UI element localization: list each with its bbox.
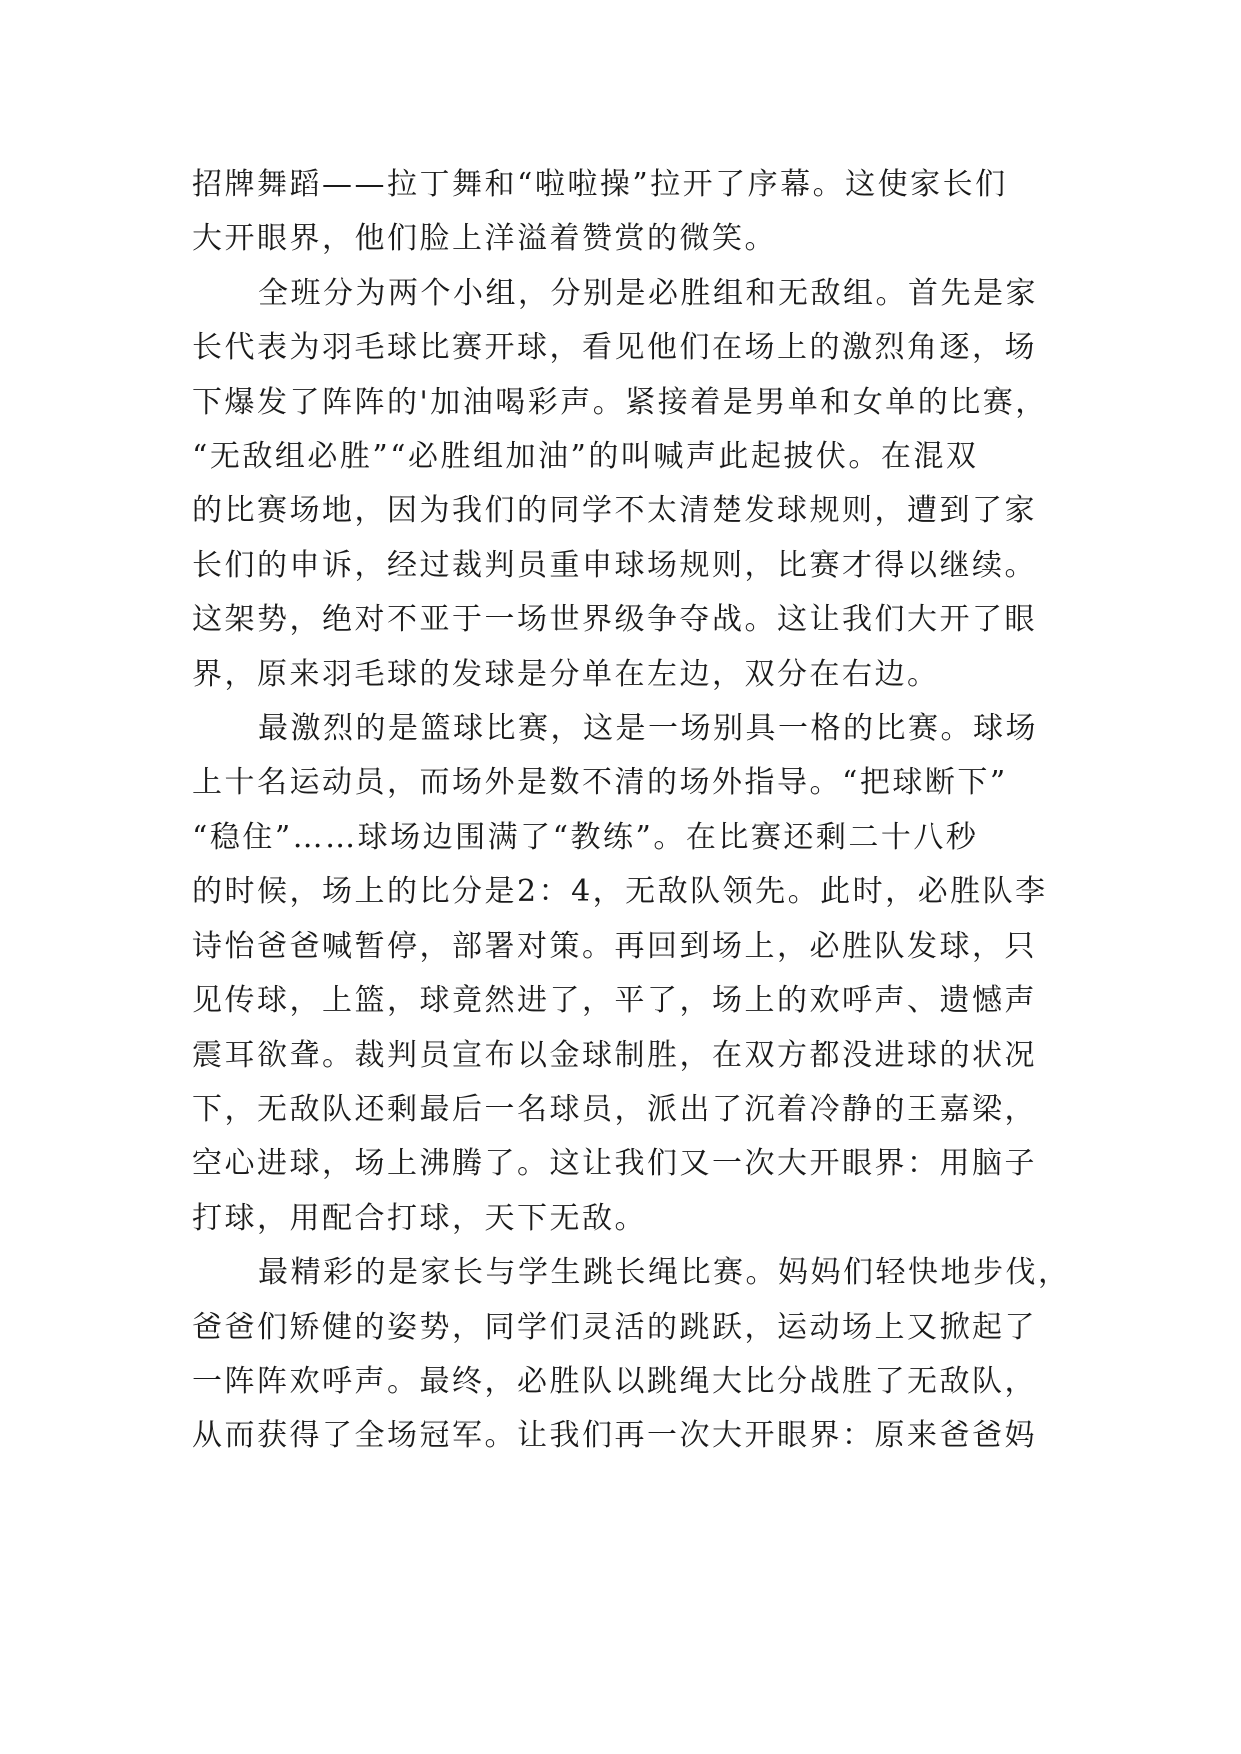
text-line: 最精彩的是家长与学生跳长绳比赛。妈妈们轻快地步伐， — [258, 1255, 1071, 1291]
text-line: 招牌舞蹈——拉丁舞和“啦啦操”拉开了序幕。这使家长们 — [192, 167, 1008, 202]
text-line: 下，无敌队还剩最后一名球员，派出了沉着冷静的王嘉梁， — [192, 1091, 1037, 1127]
text-line: 长代表为羽毛球比赛开球，看见他们在场上的激烈角逐，场 — [192, 330, 1037, 366]
text-line: 长们的申诉，经过裁判员重申球场规则，比赛才得以继续。 — [192, 547, 1037, 583]
paragraph-2 — [192, 267, 1092, 702]
paragraph-3 — [192, 702, 1092, 1246]
text-line: 一阵阵欢呼声。最终，必胜队以跳绳大比分战胜了无敌队， — [192, 1363, 1037, 1399]
text-line: 诗怡爸爸喊暂停，部署对策。再回到场上，必胜队发球，只 — [192, 928, 1037, 964]
text-line: 从而获得了全场冠军。让我们再一次大开眼界：原来爸爸妈 — [192, 1418, 1037, 1454]
document-body — [192, 158, 1092, 1464]
text-line: 打球，用配合打球，天下无敌。 — [192, 1200, 647, 1236]
text-line: 的比赛场地，因为我们的同学不太清楚发球规则，遭到了家 — [192, 493, 1037, 529]
text-line: 全班分为两个小组，分别是必胜组和无敌组。首先是家 — [258, 275, 1038, 311]
text-line: 下爆发了阵阵的'加油喝彩声。紧接着是男单和女单的比赛， — [192, 384, 1048, 420]
text-line: 震耳欲聋。裁判员宣布以金球制胜，在双方都没进球的状况 — [192, 1037, 1037, 1073]
text-line: 最激烈的是篮球比赛，这是一场别具一格的比赛。球场 — [258, 711, 1038, 747]
text-line: 大开眼界，他们脸上洋溢着赞赏的微笑。 — [192, 221, 777, 257]
text-line: 爸爸们矫健的姿势，同学们灵活的跳跃，运动场上又掀起了 — [192, 1309, 1037, 1345]
paragraph-1 — [192, 158, 1092, 267]
text-line: “稳住”……球场边围满了“教练”。在比赛还剩二十八秒 — [192, 819, 979, 855]
paragraph-4 — [192, 1246, 1092, 1464]
text-line: 界，原来羽毛球的发球是分单在左边，双分在右边。 — [192, 656, 940, 692]
text-line: 的时候，场上的比分是2：4，无敌队领先。此时，必胜队李 — [192, 874, 1048, 910]
text-line: 这架势，绝对不亚于一场世界级争夺战。这让我们大开了眼 — [192, 602, 1037, 638]
text-line: 空心进球，场上沸腾了。这让我们又一次大开眼界：用脑子 — [192, 1146, 1037, 1182]
text-line: “无敌组必胜”“必胜组加油”的叫喊声此起披伏。在混双 — [192, 439, 979, 475]
text-line: 见传球，上篮，球竟然进了，平了，场上的欢呼声、遗憾声 — [192, 983, 1037, 1019]
text-line: 上十名运动员，而场外是数不清的场外指导。“把球断下” — [192, 765, 1008, 801]
